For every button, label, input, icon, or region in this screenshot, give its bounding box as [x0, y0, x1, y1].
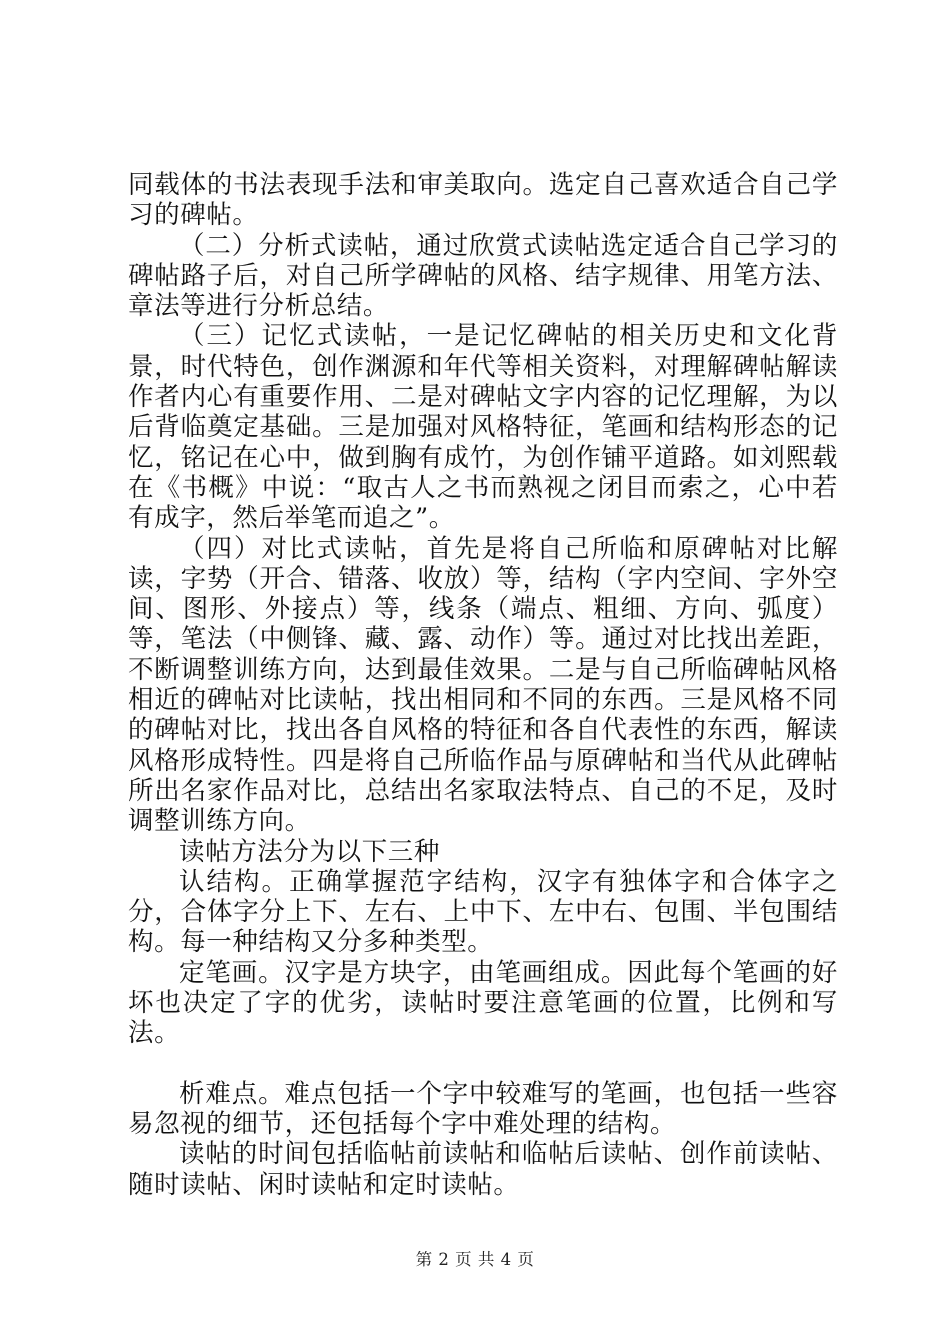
paragraph-analysis-reading: （二）分析式读帖，通过欣赏式读帖选定适合自己学习的碑帖路子后，对自己所学碑帖的风格、结字规律、用笔方法、章法等进行分析总结。	[128, 230, 838, 322]
paragraph-difficulties: 析难点。难点包括一个字中较难写的笔画，也包括一些容易忽视的细节，还包括每个字中难处理的结构。	[128, 1078, 838, 1139]
page-number-footer: 第 2 页 共 4 页	[415, 1250, 535, 1269]
paragraph-methods-heading: 读帖方法分为以下三种	[179, 836, 441, 867]
document-body	[128, 170, 838, 1200]
paragraph-strokes: 定笔画。汉字是方块字，由笔画组成。因此每个笔画的好坏也决定了字的优劣，读帖时要注意笔画的位置，比例和写法。	[128, 957, 838, 1049]
paragraph-continuation: 同载体的书法表现手法和审美取向。选定自己喜欢适合自己学习的碑帖。	[128, 170, 838, 231]
paragraph-spacer	[128, 1049, 838, 1079]
paragraph-memory-reading: （三）记忆式读帖，一是记忆碑帖的相关历史和文化背景，时代特色，创作渊源和年代等相关资料，对理解碑帖解读作者内心有重要作用、二是对碑帖文字内容的记忆理解，为以后背临奠定基础。三是加强对风格特征，笔画和结构形态的记忆，铭记在心中，做到胸有成竹，为创作铺平道路。如刘熙载在《书概》中说：“取古人之书而熟视之闭目而索之，心中若有成字，然后举笔而追之”。	[128, 321, 838, 534]
paragraph-reading-time: 读帖的时间包括临帖前读帖和临帖后读帖、创作前读帖、随时读帖、闲时读帖和定时读帖。	[128, 1139, 838, 1200]
paragraph-comparison-reading: （四）对比式读帖，首先是将自己所临和原碑帖对比解读，字势（开合、错落、收放）等，结构（字内空间、字外空间、图形、外接点）等，线条（端点、粗细、方向、弧度）等，笔法（中侧锋、藏、露、动作）等。通过对比找出差距，不断调整训练方向，达到最佳效果。二是与自己所临碑帖风格相近的碑帖对比读帖，找出相同和不同的东西。三是风格不同的碑帖对比，找出各自风格的特征和各自代表性的东西，解读风格形成特性。四是将自己所临作品与原碑帖和当代从此碑帖所出名家作品对比，总结出名家取法特点、自己的不足，及时调整训练方向。	[128, 533, 838, 837]
paragraph-structure: 认结构。正确掌握范字结构，汉字有独体字和合体字之分，合体字分上下、左右、上中下、左中右、包围、半包围结构。每一种结构又分多种类型。	[128, 866, 838, 958]
